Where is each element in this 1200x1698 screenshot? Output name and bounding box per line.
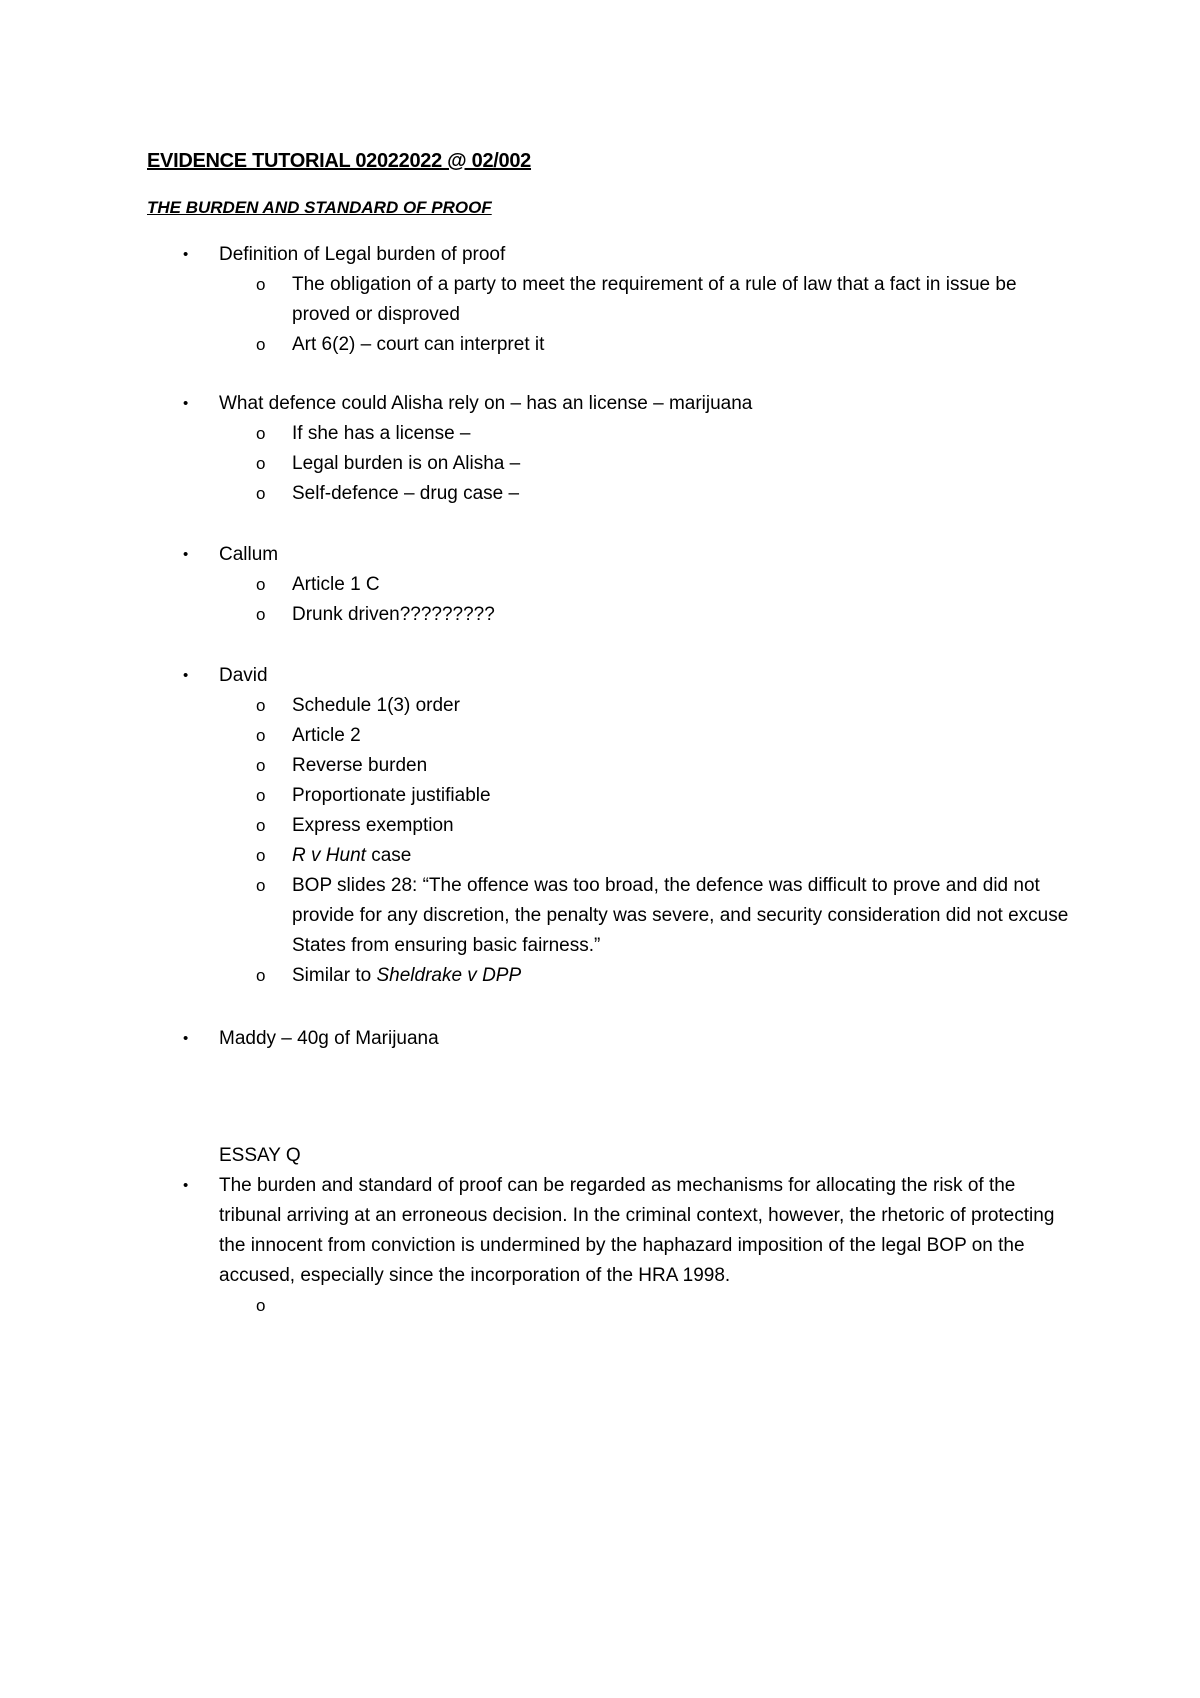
sub-bullet-item xyxy=(0,781,1072,811)
section-essay xyxy=(0,1171,1200,1321)
sub-bullet-marker: o xyxy=(256,756,266,775)
sub-bullet-text: R v Hunt case xyxy=(292,845,412,866)
sub-bullet-marker: o xyxy=(256,454,266,473)
sub-bullet-marker: o xyxy=(256,424,266,443)
bullet-item xyxy=(0,540,1200,570)
document-title: EVIDENCE TUTORIAL 02022022 @ 02/002 xyxy=(147,150,532,172)
sub-bullet-marker: o xyxy=(256,605,266,624)
sub-bullet-text: The obligation of a party to meet the requirement of a rule of law that a fact in issue be proved or disproved xyxy=(292,274,1017,325)
sub-bullet-text: Self-defence – drug case – xyxy=(292,483,520,504)
section-callum xyxy=(0,540,1200,630)
sub-bullet-text: Express exemption xyxy=(292,815,454,836)
section-alisha xyxy=(0,389,1200,509)
bullet-item xyxy=(0,661,1200,691)
section-legal-burden xyxy=(0,240,1200,360)
sub-bullet-item xyxy=(0,270,1072,330)
sub-bullet-item xyxy=(0,691,1072,721)
bullet-dot: • xyxy=(183,546,189,563)
sub-bullet-text: Reverse burden xyxy=(292,755,428,776)
essay-question xyxy=(0,1171,1069,1291)
sub-bullet-item xyxy=(0,600,1072,630)
sub-bullet-item xyxy=(0,449,1072,479)
bullet-text: Maddy – 40g of Marijuana xyxy=(219,1028,439,1049)
section-david xyxy=(0,661,1200,991)
sub-bullet-item xyxy=(0,419,1072,449)
sub-bullet-item xyxy=(0,811,1072,841)
bullet-item xyxy=(0,240,1200,270)
bullet-text: David xyxy=(219,665,268,686)
sub-bullet-item xyxy=(0,841,1072,871)
sub-bullet-item xyxy=(0,479,1072,509)
sub-bullet-text: Schedule 1(3) order xyxy=(292,695,460,716)
bullet-text: Definition of Legal burden of proof xyxy=(219,244,506,265)
sub-bullet-marker: o xyxy=(256,846,266,865)
sub-bullet-marker: o xyxy=(256,966,266,985)
sub-bullet-marker: o xyxy=(256,726,266,745)
essay-label: ESSAY Q xyxy=(219,1145,301,1166)
sub-bullet-text: Article 1 C xyxy=(292,574,380,595)
sub-bullet-marker: o xyxy=(256,275,266,294)
section-maddy xyxy=(0,1024,1200,1054)
sub-bullet-item xyxy=(0,961,1072,991)
sub-bullet-item xyxy=(0,751,1072,781)
bullet-text: Callum xyxy=(219,544,279,565)
sub-bullet-marker: o xyxy=(256,335,266,354)
bullet-dot: • xyxy=(183,1177,189,1194)
sub-bullet-text: If she has a license – xyxy=(292,423,471,444)
sub-bullet-text: Article 2 xyxy=(292,725,361,746)
sub-bullet-marker: o xyxy=(256,575,266,594)
bullet-dot: • xyxy=(183,667,189,684)
sub-bullet-text: Proportionate justifiable xyxy=(292,785,491,806)
sub-bullet-marker: o xyxy=(256,876,266,895)
case-name: R v Hunt xyxy=(292,845,366,866)
sub-bullet-item xyxy=(0,871,1072,961)
bullet-item xyxy=(0,1024,1200,1054)
case-name: Sheldrake v DPP xyxy=(376,965,522,986)
essay-text: The burden and standard of proof can be regarded as mechanisms for allocating the risk of the tribunal arriving at an erroneous decision. In the criminal context, however, the rhetoric of protecting the innocent from conviction is undermined by the haphazard imposition of the legal BOP on the accused, especially since the incorporation of the HRA 1998. xyxy=(219,1175,1055,1286)
sub-bullet-item xyxy=(0,570,1072,600)
sub-bullet-item xyxy=(0,721,1072,751)
bullet-text: What defence could Alisha rely on – has an license – marijuana xyxy=(219,393,753,414)
sub-bullet-text: Legal burden is on Alisha – xyxy=(292,453,521,474)
sub-bullet-item-empty xyxy=(0,1291,1072,1321)
sub-bullet-marker: o xyxy=(256,696,266,715)
bullet-dot: • xyxy=(183,395,189,412)
sub-bullet-text: Art 6(2) – court can interpret it xyxy=(292,334,545,355)
sub-bullet-item xyxy=(0,330,1072,360)
sub-bullet-text: BOP slides 28: “The offence was too broad, the defence was difficult to prove and did not provide for any discretion, the penalty was severe, and security consideration did not excuse States from ensuring basic fairness.” xyxy=(292,875,1069,956)
sub-bullet-marker: o xyxy=(256,786,266,805)
sub-bullet-marker: o xyxy=(256,1296,266,1315)
bullet-dot: • xyxy=(183,1030,189,1047)
bullet-item xyxy=(0,389,1200,419)
sub-bullet-marker: o xyxy=(256,816,266,835)
document-subtitle: THE BURDEN AND STANDARD OF PROOF xyxy=(147,198,492,217)
bullet-dot: • xyxy=(183,246,189,263)
sub-bullet-text: Drunk driven????????? xyxy=(292,604,495,625)
sub-bullet-text: Similar to Sheldrake v DPP xyxy=(292,965,522,986)
sub-bullet-marker: o xyxy=(256,484,266,503)
